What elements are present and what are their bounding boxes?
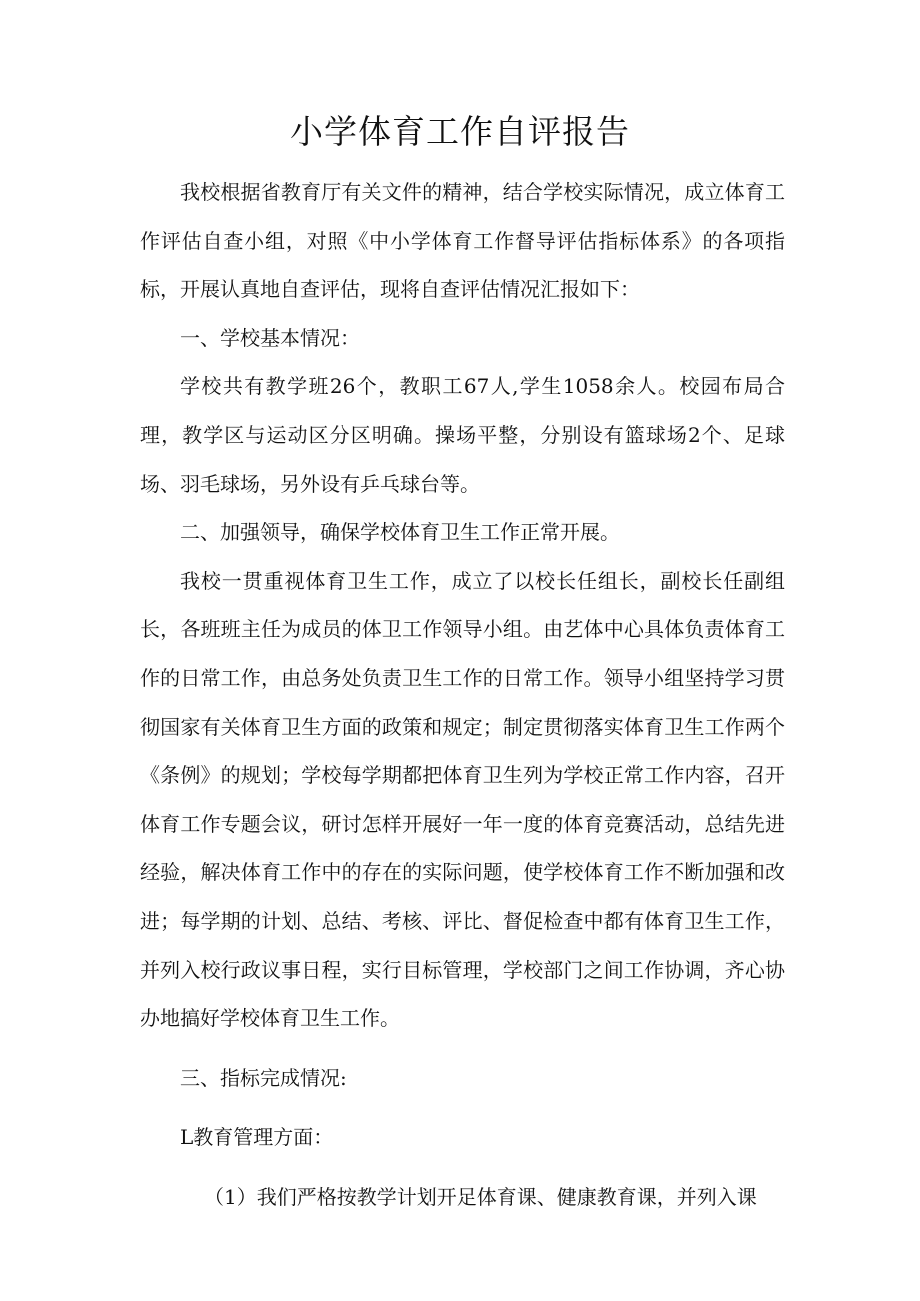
item-1-paragraph: （1）我们严格按教学计划开足体育课、健康教育课，并列入课 [204, 1184, 757, 1209]
intro-paragraph: 我校根据省教育厅有关文件的精神，结合学校实际情况，成立体育工作评估自查小组，对照《中小学体育工作督导评估指标体系》的各项指标，开展认真地自查评估，现将自查评估情况汇报如下： [140, 180, 785, 302]
section-2-heading: 二、加强领导，确保学校体育卫生工作正常开展。 [180, 520, 620, 545]
section-3-heading: 三、指标完成情况: [180, 1065, 347, 1090]
section-2-paragraph: 我校一贯重视体育卫生工作，成立了以校长任组长，副校长任副组长，各班班主任为成员的体卫工作领导小组。由艺体中心具体负责体育工作的日常工作，由总务处负责卫生工作的日常工作。领导小组坚持学习贯彻国家有关体育卫生方面的政策和规定；制定贯彻落实体育卫生工作两个《条例》的规划；学校每学期都把体育卫生列为学校正常工作内容，召开体育工作专题会议，研讨怎样开展好一年一度的体育竞赛活动，总结先进经验，解决体育工作中的存在的实际问题，使学校体育工作不断加强和改进；每学期的计划、总结、考核、评比、督促检查中都有体育卫生工作，并列入校行政议事日程，实行目标管理，学校部门之间工作协调，齐心协办地搞好学校体育卫生工作。 [140, 568, 785, 1031]
document-title: 小学体育工作自评报告 [290, 112, 630, 151]
section-1-heading: 一、学校基本情况： [180, 325, 360, 350]
document-body [140, 168, 785, 1221]
section-1-paragraph: 学校共有教学班26个，教职工67人,学生1058余人。校园布局合理，教学区与运动区分区明确。操场平整，分别设有篮球场2个、足球场、羽毛球场，另外设有乒乓球台等。 [140, 374, 785, 496]
subsection-1-heading: L教育管理方面： [180, 1125, 334, 1150]
